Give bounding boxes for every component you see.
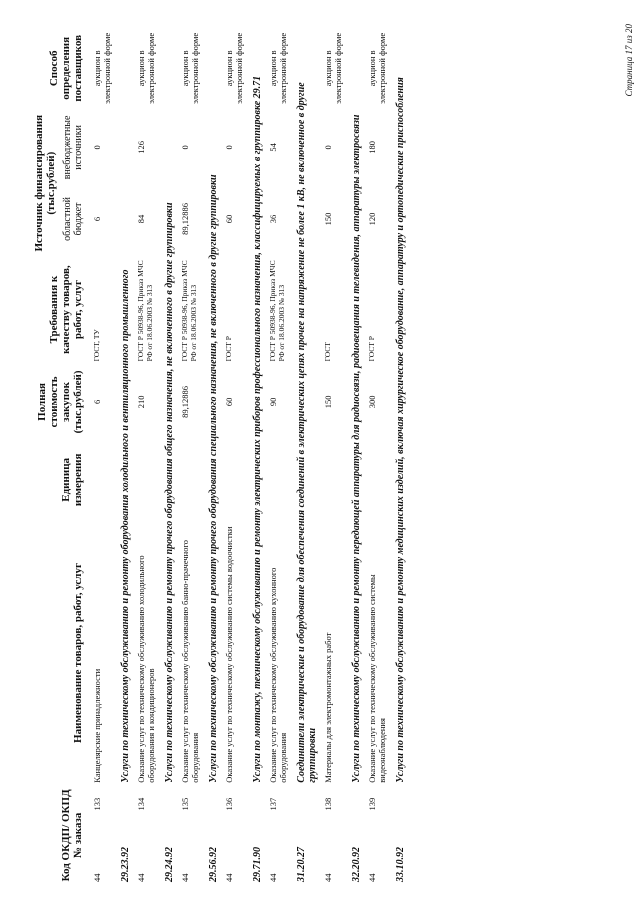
cell-code: 44 [92, 873, 102, 882]
cell-fin-extra: 126 [136, 141, 146, 154]
cell-fin-regional: 60 [224, 214, 234, 224]
cell-fin-regional: 6 [92, 216, 102, 222]
cell-code: 44 [323, 873, 333, 882]
group-heading-row [391, 25, 407, 885]
cell-fin-regional: 36 [268, 214, 278, 224]
table-body [88, 25, 407, 885]
header-code: Код ОКДП/ ОКПД № заказа [60, 789, 84, 882]
table-row [88, 25, 116, 885]
cell-code: 44 [268, 873, 278, 882]
cell-method: аукцион в электронной форме [92, 32, 112, 104]
group-code: 31.20.27 [296, 847, 307, 882]
page-footer: Страница 17 из 20 [624, 24, 634, 97]
cell-requirements: ГОСТ [323, 342, 332, 362]
header-financing: Источник финансирования (тыс.рублей) [33, 114, 57, 252]
cell-requirements: ГОСТ Р [367, 336, 376, 362]
cell-order-number: 137 [268, 797, 278, 811]
group-code: 29.56.92 [208, 847, 219, 882]
cell-requirements: ГОСТ, ТУ [92, 329, 101, 362]
header-method: Способ определения поставщиков [48, 34, 84, 102]
group-code: 32.20.92 [351, 847, 362, 882]
cell-order-number: 139 [367, 797, 377, 811]
cell-name: Оказание услуг по техническому обслуживанию системы водоочистки [224, 526, 234, 783]
cell-fin-regional: 120 [367, 212, 377, 226]
header-cost: Полная стоимость закупок (тыс.рублей) [36, 370, 84, 434]
cell-fin-extra: 0 [323, 145, 333, 150]
cell-method: аукцион в электронной форме [224, 32, 244, 104]
cell-fin-extra: 0 [180, 145, 190, 150]
cell-requirements: ГОСТ Р 50938-96, Приказ МЧС РФ от 18.06.2003 № 313 [180, 260, 198, 362]
cell-name: Оказание услуг по техническому обслуживанию кухонного оборудования [268, 567, 288, 783]
cell-unit [176, 439, 204, 520]
cell-requirements: ГОСТ Р 50938-96, Приказ МЧС РФ от 18.06.2003 № 313 [136, 260, 154, 362]
cell-order-number: 136 [224, 797, 234, 811]
cell-fin-regional: 89,12886 [180, 203, 190, 235]
cell-cost: 60 [224, 397, 234, 407]
table-row [363, 25, 391, 885]
cell-method: аукцион в электронной форме [367, 32, 387, 104]
header-name: Наименование товаров, работ, услуг [72, 563, 84, 743]
cell-name: Оказание услуг по техническому обслуживанию системы видеонаблюдения [367, 574, 387, 783]
group-title: Услуги по техническому обслуживанию и ремонту передающей аппаратуры для радиосвязи, радиовещания и телевидения, аппаратуры электросвязи [351, 114, 362, 783]
group-title: Услуги по техническому обслуживанию и ремонту прочего оборудования специального назначения, не включенного в другие группировки [208, 174, 219, 783]
group-heading-row [116, 25, 132, 885]
cell-cost: 210 [136, 395, 146, 409]
cell-method: аукцион в электронной форме [180, 32, 200, 104]
header-requirements: Требования к качеству товаров, работ, услуг [48, 265, 84, 354]
cell-method: аукцион в электронной форме [268, 32, 288, 104]
group-title: Услуги по техническому обслуживанию и ремонту оборудования холодильного и вентиляционного промышленного [120, 269, 131, 783]
cell-fin-regional: 150 [323, 212, 333, 226]
cell-cost: 150 [323, 395, 333, 409]
table-row [132, 25, 160, 885]
cell-name: Оказание услуг по техническому обслуживанию банно-прачечного оборудования [180, 540, 200, 783]
cell-unit [264, 439, 292, 520]
cell-code: 44 [136, 873, 146, 882]
group-heading-row [292, 25, 319, 885]
cell-name: Материалы для электромонтажных работ [323, 632, 333, 783]
group-heading-row [347, 25, 363, 885]
cell-name: Канцелярские принадлежности [92, 668, 102, 783]
cell-cost: 90 [268, 397, 278, 407]
cell-cost: 300 [367, 395, 377, 409]
group-code: 29.23.92 [120, 847, 131, 882]
cell-cost: 6 [92, 399, 102, 405]
cell-order-number: 133 [92, 797, 102, 811]
cell-fin-extra: 54 [268, 143, 278, 152]
cell-name: Оказание услуг по техническому обслуживанию холодильного оборудования и кондиционеров [136, 555, 156, 783]
group-title: Соединители электрические и оборудование для обеспечения соединений в электрических цепях прочее на напряжение не более 1 кВ, не включенное в другие группировки [296, 82, 318, 783]
group-code: 33.10.92 [395, 847, 406, 882]
group-title: Услуги по техническому обслуживанию и ремонту медицинских изделий, включая хирургическое оборудование, аппаратуру и ортопедические приспособления [395, 77, 406, 783]
cell-fin-extra: 0 [92, 145, 102, 150]
table-row [176, 25, 204, 885]
group-code: 29.71.90 [252, 847, 263, 882]
cell-fin-extra: 0 [224, 145, 234, 150]
cell-requirements: ГОСТ Р [224, 336, 233, 362]
group-title: Услуги по монтажу, техническому обслуживанию и ремонту электрических приборов профессионального назначения, классифицируемых в группировке 29.71 [252, 75, 263, 783]
cell-order-number: 135 [180, 797, 190, 811]
cell-fin-regional: 84 [136, 214, 146, 224]
group-heading-row [160, 25, 176, 885]
cell-unit [220, 439, 248, 520]
group-title: Услуги по техническому обслуживанию и ремонту прочего оборудования общего назначения, не включенного в другие группировки [164, 202, 175, 783]
cell-code: 44 [367, 873, 377, 882]
cell-fin-extra: 180 [367, 141, 377, 154]
cell-requirements: ГОСТ Р 50938-96, Приказ МЧС РФ от 18.06.2003 № 313 [268, 260, 286, 362]
header-unit: Единица измерения [60, 453, 84, 507]
cell-order-number: 138 [323, 797, 333, 811]
cell-order-number: 134 [136, 797, 146, 811]
cell-method: аукцион в электронной форме [323, 32, 343, 104]
procurement-table [32, 25, 407, 885]
group-code: 29.24.92 [164, 847, 175, 882]
table-row [319, 25, 347, 885]
cell-method: аукцион в электронной форме [136, 32, 156, 104]
cell-unit [132, 439, 160, 520]
cell-unit [88, 439, 116, 520]
table-row [264, 25, 292, 885]
group-heading-row [248, 25, 264, 885]
cell-unit [363, 439, 391, 520]
group-heading-row [204, 25, 220, 885]
table-row [220, 25, 248, 885]
cell-code: 44 [180, 873, 190, 882]
cell-unit [319, 439, 347, 520]
header-fin-regional: областной бюджет [62, 197, 84, 241]
header-fin-extra: внебюджетные источники [62, 115, 84, 180]
cell-cost: 89,12886 [180, 385, 190, 418]
cell-code: 44 [224, 873, 234, 882]
